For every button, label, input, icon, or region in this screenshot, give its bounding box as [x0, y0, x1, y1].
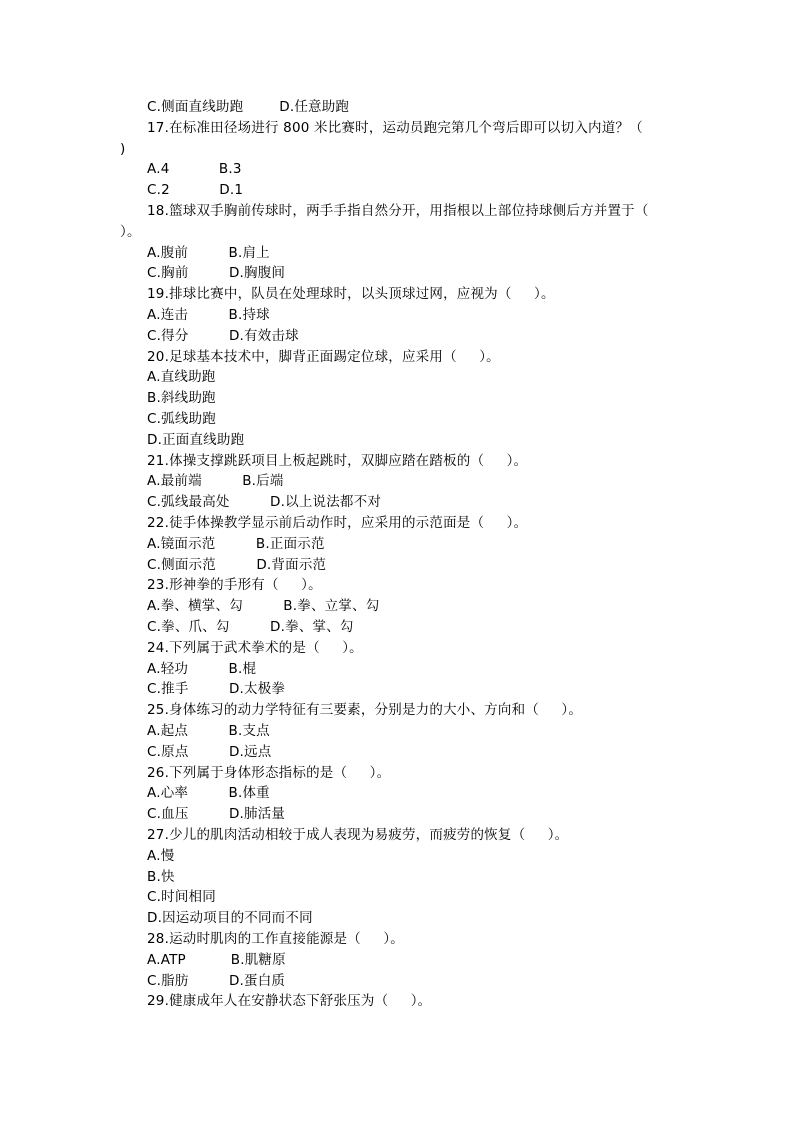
answer-option: A.起点 B.支点	[147, 723, 270, 739]
answer-option: A.连击 B.持球	[147, 307, 270, 323]
answer-option: C.弧线最高处 D.以上说法都不对	[147, 494, 382, 511]
answer-option: C.脂肪 D.蛋白质	[147, 972, 286, 989]
answer-option: A.镜面示范 B.正面示范	[147, 535, 325, 552]
answer-option: C.推手 D.太极拳	[147, 681, 286, 698]
question-text: 28.运动时肌肉的工作直接能源是（ ）。	[147, 931, 404, 947]
answer-option: D.正面直线助跑	[147, 431, 245, 448]
question-text: 25.身体练习的动力学特征有三要素，分别是力的大小、方向和（ ）。	[147, 702, 583, 719]
answer-option: C.得分 D.有效击球	[147, 327, 299, 344]
answer-option: B.斜线助跑	[147, 390, 216, 407]
answer-option: C.血压 D.肺活量	[147, 806, 286, 823]
answer-option: A.4 B.3	[147, 161, 242, 178]
question-text: 21.体操支撑跳跃项目上板起跳时，双脚应踏在踏板的（ ）。	[147, 452, 528, 469]
answer-option: C.侧面示范 D.背面示范	[147, 556, 327, 573]
answer-option: C.弧线助跑	[147, 411, 216, 427]
question-text-continuation: )	[120, 140, 126, 157]
answer-option: A.轻功 B.棍	[147, 660, 257, 677]
answer-option: A.最前端 B.后端	[147, 473, 284, 490]
answer-option: B.快	[147, 868, 175, 885]
answer-option: C.原点 D.远点	[147, 743, 272, 760]
answer-option: C.胸前 D.胸腹间	[147, 265, 286, 282]
answer-option: A.ATP B.肌糖原	[147, 951, 286, 968]
question-text: 17.在标准田径场进行 800 米比赛时，运动员跑完第几个弯后即可以切入内道？（	[147, 119, 643, 136]
question-text: 29.健康成年人在安静状态下舒张压为（ ）。	[147, 993, 432, 1010]
question-text: 23.形神拳的手形有（ ）。	[147, 577, 322, 594]
question-text: 24.下列属于武术拳术的是（ ）。	[147, 639, 363, 656]
answer-option: A.慢	[147, 847, 175, 864]
answer-option: C.时间相同	[147, 889, 216, 906]
question-text-continuation: ）。	[120, 223, 141, 240]
answer-option: C.拳、爪、勾 D.拳、掌、勾	[147, 619, 354, 635]
answer-option: A.腹前 B.肩上	[147, 244, 270, 261]
answer-option: A.拳、横掌、勾 B.拳、立掌、勾	[147, 598, 380, 615]
question-text: 18.篮球双手胸前传球时，两手手指自然分开，用指根以上部位持球侧后方并置于（	[147, 203, 649, 219]
question-text: 22.徒手体操教学显示前后动作时，应采用的示范面是（ ）。	[147, 515, 528, 531]
question-text: 19.排球比赛中，队员在处理球时，以头顶球过网，应视为（ ）。	[147, 286, 555, 303]
answer-option: C.侧面直线助跑 D.任意助跑	[147, 99, 350, 115]
question-text: 27.少儿的肌肉活动相较于成人表现为易疲劳，而疲劳的恢复（ ）。	[147, 827, 569, 843]
question-text: 20.足球基本技术中，脚背正面踢定位球，应采用（ ）。	[147, 348, 500, 365]
answer-option: A.直线助跑	[147, 369, 216, 386]
answer-option: C.2 D.1	[147, 182, 244, 199]
answer-option: D.因运动项目的不同而不同	[147, 910, 313, 927]
answer-option: A.心率 B.体重	[147, 785, 270, 802]
question-text: 26.下列属于身体形态指标的是（ ）。	[147, 764, 391, 781]
